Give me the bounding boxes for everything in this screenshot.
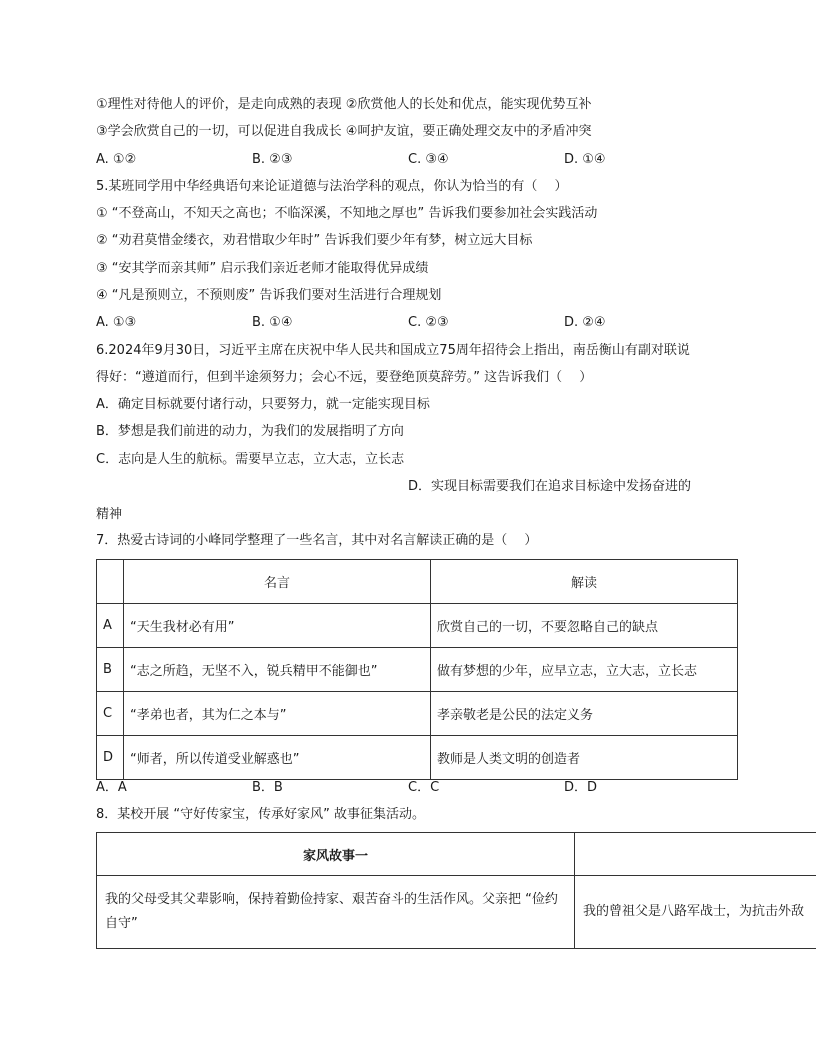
table-row [97, 692, 738, 736]
row-interpretation: 做有梦想的少年，应早立志，立大志，立长志 [431, 648, 738, 692]
table-header-row [97, 833, 816, 876]
table-header-interpretation: 解读 [431, 560, 738, 604]
row-quote: “天生我材必有用” [124, 604, 431, 648]
table-row [97, 876, 816, 949]
q6-stem-line-2: 得好：“遵道而行，但到半途须努力；会心不远，要登绝顶莫辞劳。” 这告诉我们（ ） [96, 370, 593, 385]
q7-option-b[interactable]: B．B [252, 780, 283, 795]
q4-options [96, 151, 716, 169]
q7-option-a[interactable]: A．A [96, 780, 127, 795]
table-header-label [97, 560, 124, 604]
q5-stem: 5.某班同学用中华经典语句来论证道德与法治学科的观点，你认为恰当的有（ ） [96, 179, 568, 194]
q4-option-c[interactable]: C. ③④ [408, 152, 449, 167]
q7-options [96, 779, 716, 797]
table-row [97, 736, 738, 780]
q8-story-table [96, 832, 816, 949]
q5-option-b[interactable]: B. ①④ [252, 315, 293, 330]
q5-item-3: ③ “安其学而亲其师” 启示我们亲近老师才能取得优异成绩 [96, 261, 429, 276]
story-one-text: 我的父母受其父辈影响，保持着勤俭持家、艰苦奋斗的生活作风。父亲把 “俭约自守” [97, 876, 575, 949]
q7-stem: 7．热爱古诗词的小峰同学整理了一些名言，其中对名言解读正确的是（ ） [96, 533, 538, 548]
q6-option-b[interactable]: B．梦想是我们前进的动力，为我们的发展指明了方向 [96, 424, 404, 439]
table-header-quote: 名言 [124, 560, 431, 604]
q5-item-4: ④ “凡是预则立，不预则废” 告诉我们要对生活进行合理规划 [96, 288, 442, 303]
q5-item-2: ② “劝君莫惜金缕衣，劝君惜取少年时” 告诉我们要少年有梦，树立远大目标 [96, 233, 533, 248]
table-row [97, 604, 738, 648]
table-row [97, 648, 738, 692]
q5-item-1: ① “不登高山，不知天之高也；不临深溪，不知地之厚也” 告诉我们要参加社会实践活动 [96, 206, 598, 221]
q4-option-a[interactable]: A. ①② [96, 152, 137, 167]
q5-option-a[interactable]: A. ①③ [96, 315, 137, 330]
q6-option-d[interactable]: D．实现目标需要我们在追求目标途中发扬奋进的 [408, 479, 692, 494]
row-interpretation: 孝亲敬老是公民的法定义务 [431, 692, 738, 736]
q5-option-c[interactable]: C. ②③ [408, 315, 449, 330]
row-interpretation: 教师是人类文明的创造者 [431, 736, 738, 780]
story-two-header [575, 833, 816, 876]
row-quote: “师者，所以传道受业解惑也” [124, 736, 431, 780]
q4-option-b[interactable]: B. ②③ [252, 152, 293, 167]
q6-stem-line-1: 6.2024年9月30日，习近平主席在庆祝中华人民共和国成立75周年招待会上指出，南岳衡山有副对联说 [96, 343, 690, 358]
row-quote: “孝弟也者，其为仁之本与” [124, 692, 431, 736]
q7-option-c[interactable]: C．C [408, 780, 440, 795]
q6-option-d-continued: 精神 [96, 507, 123, 522]
table-header-row [97, 560, 738, 604]
q7-option-d[interactable]: D．D [564, 780, 598, 795]
row-label: B [97, 648, 124, 692]
row-quote: “志之所趋，无坚不入，锐兵精甲不能御也” [124, 648, 431, 692]
q8-stem: 8．某校开展 “守好传家宝，传承好家风” 故事征集活动。 [96, 807, 426, 822]
row-label: C [97, 692, 124, 736]
q4-option-d[interactable]: D. ①④ [564, 152, 606, 167]
q6-option-c[interactable]: C．志向是人生的航标。需要早立志，立大志，立长志 [96, 452, 405, 467]
story-two-text: 我的曾祖父是八路军战士，为抗击外敌 [575, 876, 816, 949]
q5-options [96, 314, 716, 332]
q8-table-viewport [96, 832, 816, 950]
row-interpretation: 欣赏自己的一切，不要忽略自己的缺点 [431, 604, 738, 648]
q6-option-a[interactable]: A．确定目标就要付诸行动，只要努力，就一定能实现目标 [96, 397, 430, 412]
row-label: D [97, 736, 124, 780]
q4-statement-1: ①理性对待他人的评价，是走向成熟的表现 ②欣赏他人的长处和优点，能实现优势互补 [96, 97, 592, 112]
q7-quote-table [96, 559, 738, 780]
q4-statement-2: ③学会欣赏自己的一切，可以促进自我成长 ④呵护友谊，要正确处理交友中的矛盾冲突 [96, 124, 592, 139]
row-label: A [97, 604, 124, 648]
q5-option-d[interactable]: D. ②④ [564, 315, 606, 330]
story-one-header: 家风故事一 [97, 833, 575, 876]
